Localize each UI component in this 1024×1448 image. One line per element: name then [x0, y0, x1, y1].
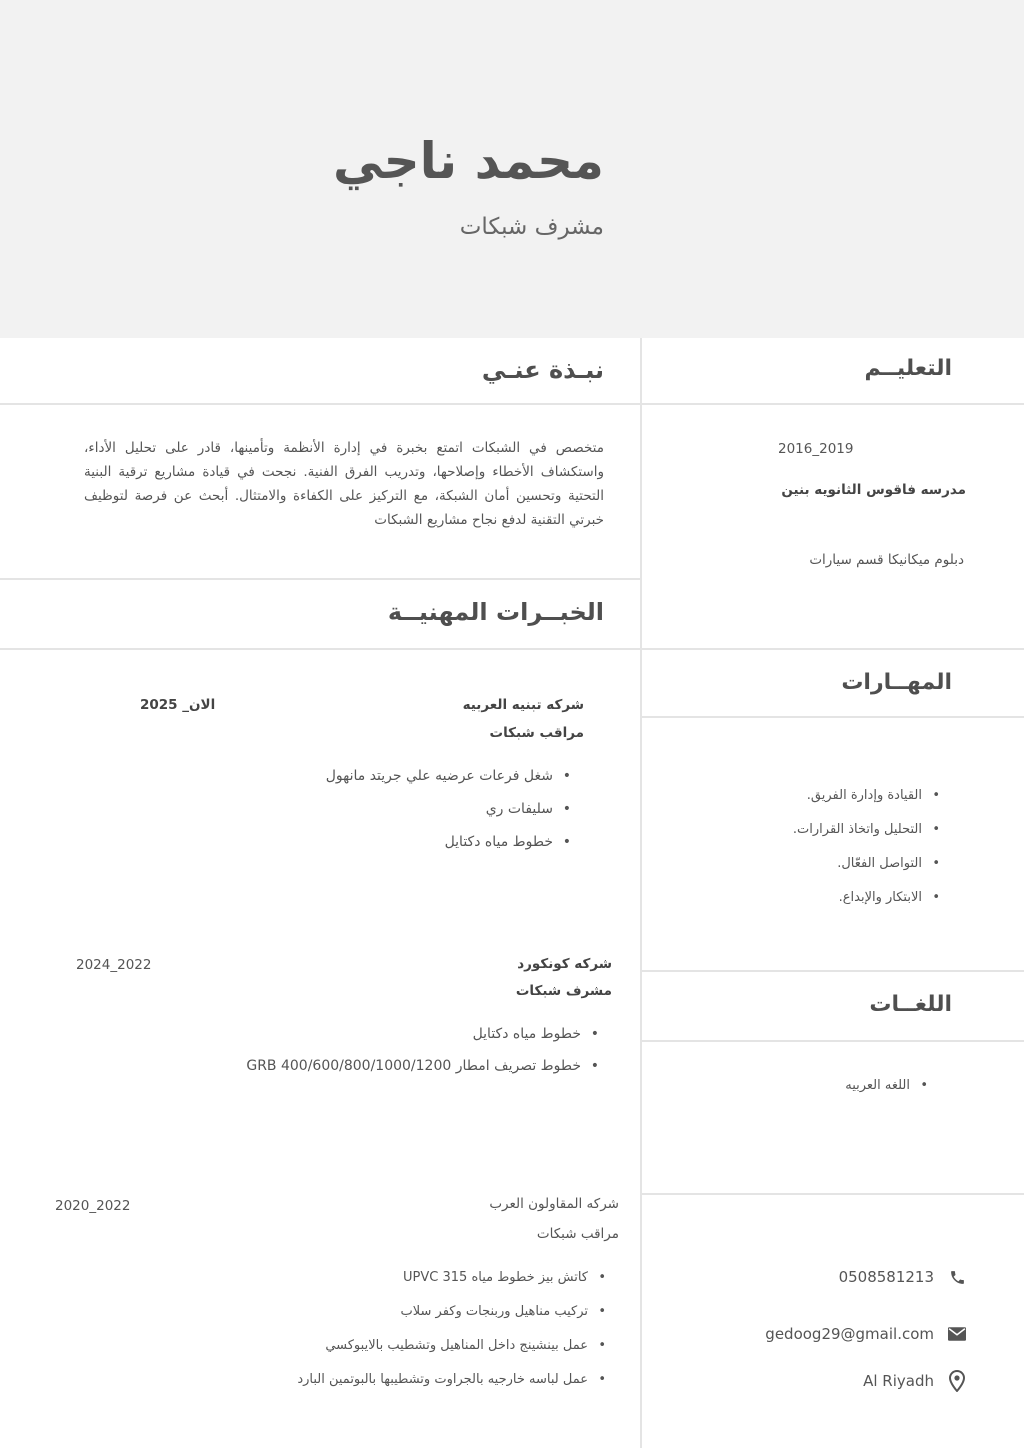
job-bullets	[326, 765, 571, 864]
location-text: Al Riyadh	[863, 1372, 934, 1390]
list-item: • خطوط تصريف امطار 400/600/800/1000/1200 GRB	[246, 1055, 599, 1087]
job-period: الان_ 2025	[140, 697, 216, 713]
job-role: مراقب شبكات	[489, 725, 584, 741]
list-item: • تركيب مناهيل وربنجات وكفر سلاب	[297, 1301, 606, 1335]
experience-divider	[0, 648, 640, 650]
list-item: • الابتكار والإبداع.	[793, 887, 940, 921]
list-item: • عمل بينشينج داخل المناهيل وتشطيب بالايبوكسي	[297, 1335, 606, 1369]
list-item: • خطوط مياه دكتايل	[246, 1023, 599, 1055]
list-item: • التواصل الفعّال.	[793, 853, 940, 887]
languages-title: اللغــات	[869, 992, 952, 1017]
about-title: نبـذة عنـي	[481, 356, 604, 384]
email-address[interactable]: gedoog29@gmail.com	[765, 1325, 934, 1343]
experience-title: الخبــرات المهنيــة	[387, 598, 604, 626]
job-period: 2022_2020	[55, 1198, 131, 1214]
contact-location	[666, 1372, 966, 1390]
column-divider	[640, 338, 642, 1448]
job-bullets	[246, 1023, 599, 1087]
job-role: مشرف شبكات	[515, 983, 612, 999]
envelope-icon	[948, 1325, 966, 1343]
person-name: محمد ناجي	[333, 132, 604, 190]
about-divider	[0, 403, 640, 405]
contact-divider	[642, 1193, 1024, 1195]
list-item: • اللغه العربيه	[845, 1075, 928, 1109]
list-item: • القيادة وإدارة الفريق.	[793, 785, 940, 819]
map-pin-icon	[948, 1372, 966, 1390]
job-company: شركه كونكورد	[517, 956, 612, 972]
job-period: 2022_2024	[76, 957, 152, 973]
list-item: • خطوط مياه دكتايل	[326, 831, 571, 864]
about-bottom-divider	[0, 578, 640, 580]
phone-number[interactable]: 0508581213	[838, 1268, 934, 1286]
job-company: شركه تبنيه العربيه	[462, 697, 584, 713]
list-item: • التحليل واتخاذ القرارات.	[793, 819, 940, 853]
skills-divider	[642, 716, 1024, 718]
languages-top-divider	[642, 970, 1024, 972]
education-years: 2019_2016	[778, 441, 854, 457]
list-item: • سليفات ري	[326, 798, 571, 831]
skills-title: المهــارات	[841, 670, 952, 695]
education-school: مدرسه فاقوس الثانويه بنين	[781, 482, 966, 498]
list-item: • كاتش بيز خطوط مياه 315 UPVC	[297, 1267, 606, 1301]
phone-icon	[948, 1268, 966, 1286]
education-divider	[642, 403, 1024, 405]
contact-phone	[666, 1268, 966, 1286]
job-title: مشرف شبكات	[459, 214, 604, 240]
languages-divider	[642, 1040, 1024, 1042]
job-company: شركه المقاولون العرب	[489, 1196, 619, 1212]
about-text: متخصص في الشبكات اتمتع بخبرة في إدارة الأنظمة وتأمينها، قادر على تحليل الأداء، واستكشاف الأخطاء وإصلاحها، وتدريب الفرق الفنية. نجحت في قيادة مشاريع ترقية البنية التحتية وتحسين أمان الشبكة، مع التركيز على الكفاءة والامتثال. أبحث عن فرصة لتوظيف خبرتي التقنية لدفع نجاح مشاريع الشبكات	[84, 440, 604, 528]
list-item: • شغل فرعات عرضيه علي جريتد مانهول	[326, 765, 571, 798]
job-bullets	[297, 1267, 606, 1403]
skills-list	[793, 785, 940, 921]
education-degree: دبلوم ميكانيكا قسم سيارات	[809, 552, 964, 568]
languages-list	[845, 1075, 928, 1109]
skills-top-divider	[642, 648, 1024, 650]
contact-email	[666, 1325, 966, 1343]
job-role: مراقب شبكات	[536, 1226, 619, 1242]
education-title: التعليــم	[864, 356, 952, 381]
list-item: • عمل لباسه خارجيه بالجراوت وتشطيبها بالبوتمين البارد	[297, 1369, 606, 1403]
